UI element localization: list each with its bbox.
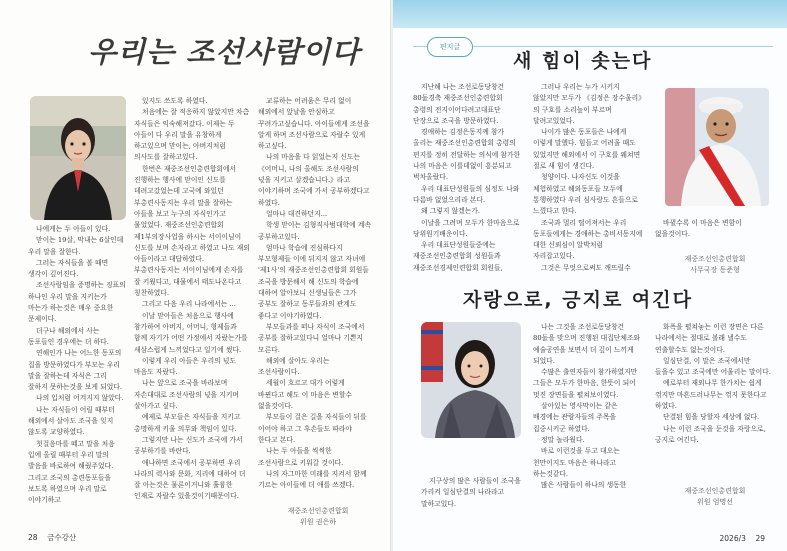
article-2-column-1 [421, 476, 521, 510]
paragraph: 많은 사람들이 하나의 생동한 [541, 481, 627, 490]
issue-date: 2026/3 [719, 534, 746, 543]
paragraph: 왜 그렇지 않겠는가. [421, 207, 481, 216]
paragraph: 우리 대표단성원들중에는 재중조선인총련합회 성원들과 재중조선경제인련합회 회원들, [413, 241, 503, 272]
signature-org: 재중조선인총련합회 [684, 487, 746, 495]
portrait-photo-image [30, 96, 126, 220]
paragraph: 부모들과를 떠나 자식이 조국에서 공부를 잘하고있다니 얼마나 기쁜지 모른다. [258, 322, 365, 354]
article-2-column-2 [533, 322, 645, 491]
portrait-photo-man-image [665, 88, 769, 206]
portrait-photo-man [665, 88, 769, 206]
paragraph: 지구상의 많은 사람들이 조국을 가리켜 일심단결의 나라라고 말하고있다. [421, 477, 521, 508]
left-column-1 [28, 224, 126, 506]
paragraph: 이날을 그려며 모두가 한마음으로 당위원기배운이다. [413, 218, 520, 238]
paragraph: 맏이는 19살, 막내는 6살인데 우리 말을 잘한다. [28, 236, 124, 256]
page-number: 28 [28, 533, 38, 542]
paragraph: 세월이 흐르고 대가 어렇게 바뀐다고 해도 이 마음은 변할수 없을것이다. [258, 379, 352, 411]
paragraph: 나이가 많은 동포들은 나에게 이렇게 말했다. 힘들고 어려울 때도 있었지만 해외에서 이 구호를 웨쳐면 절로 새 힘이 생긴다. [533, 128, 641, 171]
section-tag: 편지글 [427, 37, 473, 57]
paragraph: 단결된 힘을 당할자 세상에 없다. [663, 413, 760, 422]
paragraph: 나는 자식들이 어릴 때부터 해외에서 살아도 조국을 잊지 않도록 교양하였다. [28, 405, 115, 437]
paragraph: 그것은 무엇으로써도 깨뜨릴수 [541, 263, 631, 272]
paragraph: 경애하는 김정은동지께 참가 올리는 재중조선인총련합회 총령의 편지를 정히 전달하는 의식에 참가한 나의 마음은 이를데없이 흥분되고 벅차올랐다. [413, 128, 521, 182]
paragraph: 부모들이 걸은 길을 자식들이 뒤를 이어야 하고 그 후손들도 따라야 한다고 본다. [258, 413, 367, 444]
paragraph: 우리 대표단성원들의 심정도 나와 다름바 없었으리라 본다. [413, 184, 520, 204]
left-column-2 [134, 96, 250, 503]
page-number: 29 [755, 534, 765, 543]
paragraph: 이날 맏아들은 처음으로 행사에 참가하여 아버지, 어머니, 형제들과 함께 자기가 어떤 가정에서 자랐는가를 새삼스럽게 느끼었다고 일기에 썼다. [134, 311, 248, 354]
paragraph: 교류하는 어려움은 무리 없이 해외에서 앞날을 안심하고 꾸려가고싶습니다. 아이들에게 조선을 알게 하며 조선사람으로 자랄수 있게 하고싶다. [258, 97, 370, 151]
signature-org: 재중조선인총련합회 [684, 255, 746, 263]
article-1-column-2 [533, 82, 645, 272]
paragraph: 해외에 살아도 우리는 조선사람이다. [258, 356, 330, 377]
right-footer [720, 534, 765, 543]
paragraph: 조선사람임을 증명하는 징표의 하나인 우리 말을 지키는가 마는가 하는것은 매우 중요한 문제이다. [28, 281, 126, 324]
paragraph: 나는 두 아들을 씩씩한 조선사람으로 키워갈 것이다. [258, 447, 344, 467]
paragraph: 첫걸음마를 떼고 말을 처음 입에 올릴 때부터 우리 말의 발음을 바로하여 해줬주었다. 그리고 조국의 총련동포들을 보도록 하였으며 우리 말로 이야기하고 [28, 439, 115, 505]
article-title: 우리는 조선사람이다 [88, 35, 361, 69]
paragraph: 처음에는 잘 적응하지 않았지만 차츰 자식들은 익숙해져갔다. 이제는 두 아들이 다 우리 말을 유창하게 하고있으며 맏이는, 아버지처럼 의사도를 잘하고있다. [134, 108, 250, 162]
article-2-column-3 [655, 322, 771, 446]
paragraph: 얼마나 대견하던지... [266, 209, 328, 218]
paragraph: 연해인가 나는 어느한 동포의 집을 방문하였다가 부모는 우리 말을 잘하는데 자식은 그리 잘하지 못하는것을 보게 되었다. [28, 349, 122, 392]
paragraph: 수많은 출연자들이 참가하였지만 그들은 모두가 한마음, 한뜻이 되어 멋진 장면들을 펼쳐보이였다. [533, 368, 638, 399]
portrait-photo-woman-2-image [421, 322, 521, 438]
paragraph: 살아있는 영사막이는 같은 배경에는 관람자들의 주목을 집중시키군 하였다. [533, 402, 618, 433]
paragraph: 이렇게 우리 아들은 우리의 넋도 마음도 자랐다. [134, 356, 236, 377]
paragraph: 있지도 쓰도록 하였다. [142, 97, 208, 105]
paragraph: 한번은 재중조선인총련합회에서 진행하는 행사에 맏이인 신도를 데려고갔었는데 고국에 와있던 부총련사동지는 우리 말을 잘하는 아들을 보고 누구의 자식인가고 물었었다. 재중조선인총련합회 제1부의장사업을 하시는 서이이님이 신도를 보며 손자라고 하였고 나도 재외 아들이라고 대답하였다. 부총련사동지는 서이이님에게 손자를 잘 키웠다고, 대물에서 태도나온다고 칭찬하였다. [134, 164, 250, 298]
paragraph: 예로부터 재외나무 한가치는 쉽게 꺾지만 마흔드러나무는 꺾지 못한다고 하였다. [655, 379, 767, 411]
left-signature [270, 506, 366, 528]
paragraph: 나의 자그마한 미래를 지켜서 함께 기르는 아이들에 더 애를 쓰겠다. [258, 469, 367, 490]
paragraph: 지난해 나는 조선로동당창건 80돐경축 재중조선인총련합회 총령의 전지이어다려고대표단 단장으로 조국을 방문하였다. [413, 83, 505, 125]
paragraph: 청양이다. 나자신도 이것을 체험하였고 해외동포들 모두에 통행하였다 우리 심사랑도 흔들으로 느꼈다고 한다. [533, 173, 638, 216]
left-column-3 [258, 96, 372, 491]
signature-name: 사무국장 동준형 [690, 266, 740, 274]
header-band [393, 0, 787, 28]
paragraph: 예제로 부모들은 자식들을 지키고 총명하게 키울 의무와 책임이 있다. [134, 413, 241, 433]
paragraph: 학생 맏이는 김형직사범대학에 계속 공부하고있다. [258, 221, 371, 241]
article-1-signature [663, 254, 767, 276]
right-page [393, 0, 787, 551]
paragraph: 그러나 우리는 누가 시키지 않았지만 모두가 《김정은 장수울리》의 구호를 소리높이 부르며 달려고있었다. [533, 83, 645, 125]
paragraph: 조국과 멀리 떨어져서는 우리 동포들에게는 경애하는 총비서동지에 대한 신뢰심이 알박처럼 자리잡고있다. [533, 218, 643, 261]
paragraph: 정말 놀라웠다. [541, 435, 585, 444]
paragraph: 그리고 다음 우리 나라에서는 ... [142, 300, 236, 309]
paragraph: 나는 그것을 조선로동당창건 80돐을 맞으며 진행된 대집단체조와 예술공연을 보면서 더 깊이 느끼게 되었다. [533, 323, 641, 365]
article-2-title: 자랑으로, 긍지로 여긴다 [463, 289, 693, 311]
signature-name: 위원 권은하 [299, 518, 337, 526]
article-1-title: 새 힘이 솟는다 [513, 50, 653, 72]
portrait-photo-woman-2 [421, 322, 521, 438]
paragraph: 그러는 자식들을 볼 때면 생각이 깊어진다. [28, 258, 109, 279]
portrait-photo-woman [30, 96, 126, 220]
paragraph: 더구나 해외에서 사는 동포들인 경우에는 더 하다. [28, 326, 109, 346]
article-1-column-1 [413, 82, 523, 272]
paragraph: 바로 이런것을 두고 대오는 천만이지도 마음은 하나라고 하는것같다. [533, 447, 620, 478]
signature-name: 위원 엄명선 [696, 498, 734, 506]
paragraph: 나는 앞으로 조국을 바라보며 자손대대로 조선사람의 넋을 지키며 살아가고 싶다. [134, 379, 239, 411]
paragraph: 나는 이런 조국을 둔것을 자랑으로, 긍지로 여긴다. [655, 424, 766, 444]
paragraph: 나의 입처럼 어겨지지 않았다. [36, 394, 124, 403]
article-1-column-3 [655, 218, 771, 241]
paragraph: 나의 마음을 다 읽었는지 신도는 《어머니, 나의 올해도 조선사람의 넋을 지키고 살겠습니다.》라고 이야기하며 조국에 가서 공부하겠다고 하였다. [258, 153, 370, 207]
article-2-signature [663, 486, 767, 508]
paragraph: 나에게는 두 아들이 있다. [36, 225, 111, 233]
paragraph: 엄마나 학습에 진심하다지 부모형제들 이에 뒤지지 않고 자녀에 '제1사'의 재중조선인총련합회 회원들 조국을 방문해서 해 신도의 학습에 대하여 알아보니 신생님들은 그가 공부도 잘하고 동무들과의 관계도 좋다고 이야기하였다. [258, 243, 369, 320]
left-page [0, 0, 392, 551]
magazine-name: 금수강산 [47, 533, 77, 542]
paragraph: 화폭을 펼쳐놓는 이런 장면은 다른 나라에서는 절대로 볼래 낼수도 연출할수도 없는것이다. [655, 323, 764, 354]
paragraph: 애나하면 조국에서 공부하면 우리 나라의 력사와 문화, 지리에 대하여 더 잘 아는것은 물론이거니와 훌륭한 인재로 자랄수 있을것이기때문이다. [134, 458, 246, 501]
signature-org: 재중조선인총련합회 [287, 507, 349, 515]
paragraph: 그렇지만 나는 신도가 조국에 가서 공부하기를 바란다. [134, 435, 243, 456]
left-footer [28, 532, 76, 543]
paragraph: 바뀔수록 이 마음은 변함이 없을것이다. [655, 219, 742, 239]
paragraph: 일심단결, 이 말은 조국에서만 들을수 있고 조국에만 어울리는 말이다. [655, 356, 771, 377]
